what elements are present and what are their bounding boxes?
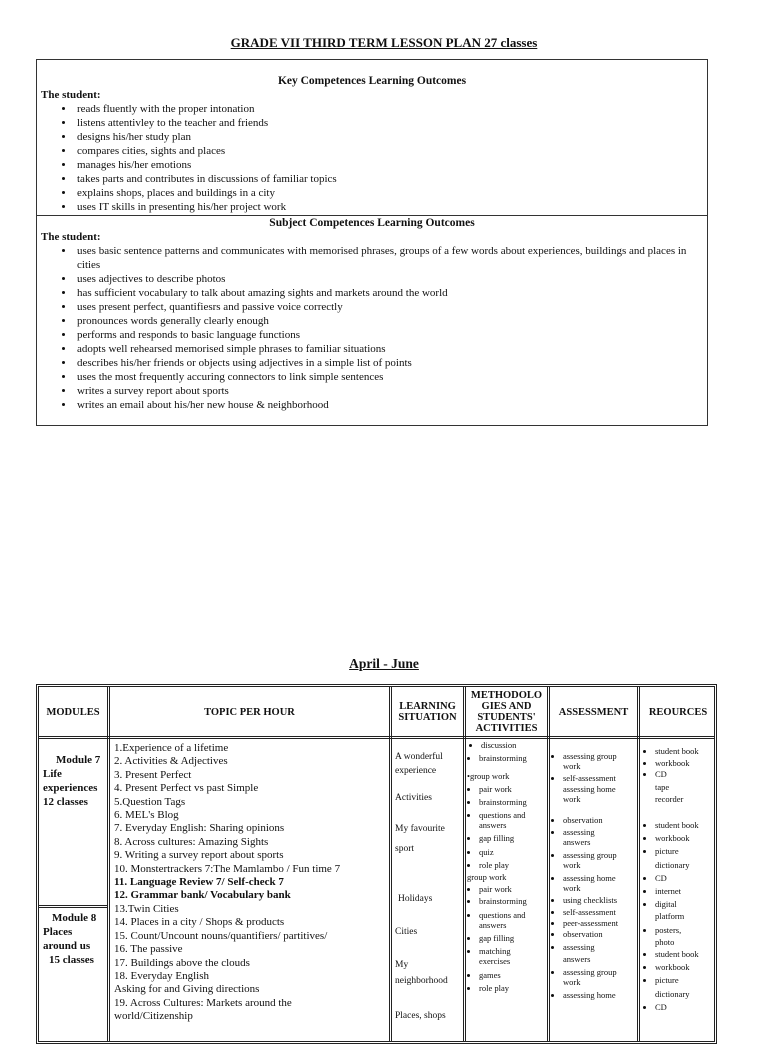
module-7-line: Life: [43, 768, 62, 780]
situation-3: [395, 824, 463, 855]
list-item: • assessing: [563, 942, 637, 952]
list-item: exercises: [479, 956, 511, 967]
list-item: • pronounces words generally clearly enough: [75, 314, 707, 328]
module-8-line: 15 classes: [49, 954, 94, 966]
list-item: dictionary: [655, 859, 690, 870]
key-competences-box: [36, 59, 708, 216]
list-item: work: [563, 859, 581, 870]
list-item: • manages his/her emotions: [75, 158, 707, 172]
list-item: platform: [655, 911, 685, 922]
module-7-line: experiences: [43, 782, 98, 794]
list-item: •group work: [467, 771, 510, 782]
header-resources: REOURCES: [648, 706, 708, 718]
module-7-label: Module 7: [56, 754, 101, 766]
topic-item: 15. Count/Uncount nouns/quantifiers/ partitives/: [114, 929, 328, 942]
situation-line: sport: [395, 844, 414, 854]
list-item: answers: [479, 919, 507, 930]
list-item: • self-assessment: [563, 907, 637, 917]
module-8-label: Module 8: [52, 912, 97, 924]
list-item: • role play: [479, 983, 547, 993]
list-item: • CD: [655, 1002, 717, 1012]
situation-5: Cities: [395, 927, 418, 937]
list-item: • describes his/her friends or objects using adjectives in a simple list of points: [75, 356, 707, 370]
topic-item: 5.Question Tags: [114, 795, 186, 808]
topic-item: 17. Buildings above the clouds: [114, 956, 250, 969]
list-item: • explains shops, places and buildings in a city: [75, 186, 707, 200]
key-competences-heading: Key Competences Learning Outcomes: [277, 75, 467, 87]
list-item: • self-assessment: [563, 773, 637, 783]
module-divider: [39, 905, 107, 908]
list-item: • uses IT skills in presenting his/her project work: [75, 200, 707, 214]
list-item: • brainstorming: [479, 753, 547, 763]
list-item: • assessing home: [563, 990, 637, 1000]
module-8-line: around us: [43, 940, 91, 952]
key-competences-list: [37, 102, 707, 214]
list-item: • quiz: [479, 847, 547, 857]
list-item: • adopts well rehearsed memorised simple phrases to familiar situations: [75, 342, 707, 356]
list-item: • workbook: [655, 962, 717, 972]
subject-competences-heading: Subject Competences Learning Outcomes: [269, 217, 475, 229]
header-topic: TOPIC PER HOUR: [204, 706, 295, 718]
topic-item: 4. Present Perfect vs past Simple: [114, 782, 259, 795]
key-student-label: The student:: [41, 89, 101, 101]
topic-item: 19. Across Cultures: Markets around the: [114, 996, 292, 1009]
list-item: • using checklists: [563, 895, 637, 905]
list-item: • student book: [655, 746, 717, 756]
topic-item: 10. Monstertrackers 7:The Mamlambo / Fun time 7: [114, 862, 341, 875]
list-item: • has sufficient vocabulary to talk about amazing sights and markets around the world: [75, 286, 707, 300]
list-item: photo: [655, 936, 675, 947]
header-assessment: ASSESSMENT: [558, 706, 629, 718]
list-item: answers: [563, 837, 591, 848]
header-learning-situation: LEARNING SITUATION: [398, 701, 457, 723]
list-item: • digital: [655, 899, 717, 909]
topic-item: 16. The passive: [114, 943, 183, 956]
lesson-plan-table: [36, 684, 717, 1044]
methodologies-list: [467, 740, 547, 993]
module-7-line: 12 classes: [43, 796, 88, 808]
list-item: group work: [467, 872, 507, 883]
module-8-line: Places: [43, 926, 73, 938]
list-item: • student book: [655, 820, 717, 830]
topic-item: world/Citizenship: [114, 1010, 193, 1023]
list-item: • reads fluently with the proper intonation: [75, 102, 707, 116]
list-item: work: [563, 976, 581, 987]
list-item: answers: [563, 954, 591, 965]
topic-item: 7. Everyday English: Sharing opinions: [114, 822, 285, 835]
column-divider: [107, 687, 110, 1041]
list-item: • uses basic sentence patterns and communicates with memorised phrases, groups of a few words about experiences, buildings and places in cities: [75, 244, 707, 272]
topic-item: 18. Everyday English: [114, 969, 210, 982]
list-item: work: [563, 883, 581, 894]
situation-line: My favourite: [395, 824, 445, 834]
list-item: • internet: [655, 886, 717, 896]
list-item: • observation: [563, 929, 637, 939]
methodologies-cell: [467, 740, 547, 993]
list-item: • pair work: [479, 884, 547, 894]
situation-line: neighborhood: [395, 976, 448, 986]
resources-cell: [643, 743, 717, 1012]
list-item: recorder: [655, 793, 684, 804]
document-title: GRADE VII THIRD TERM LESSON PLAN 27 classes: [230, 35, 538, 50]
list-item: • observation: [563, 815, 637, 825]
subject-student-label: The student:: [41, 231, 101, 243]
list-item: • questions and: [479, 810, 547, 820]
subject-competences-box: [36, 215, 708, 426]
list-item: work: [563, 793, 581, 804]
list-item: • CD: [655, 873, 717, 883]
list-item: • games: [479, 970, 547, 980]
assessment-list: [551, 751, 637, 1000]
situation-6: [395, 960, 463, 987]
list-item: • compares cities, sights and places: [75, 144, 707, 158]
situation-line: My: [395, 960, 409, 970]
situation-line: A wonderful: [395, 752, 443, 762]
list-item: • uses adjectives to describe photos: [75, 272, 707, 286]
situation-7: Places, shops: [395, 1011, 446, 1021]
subject-competences-list: [37, 244, 707, 412]
list-item: • designs his/her study plan: [75, 130, 707, 144]
situation-4: Holidays: [398, 894, 433, 904]
list-item: • matching: [479, 946, 547, 956]
list-item: • assessing: [563, 827, 637, 837]
situation-1: [395, 752, 463, 777]
topic-item: 13.Twin Cities: [114, 902, 179, 915]
list-item: • takes parts and contributes in discussions of familiar topics: [75, 172, 707, 186]
list-item: • brainstorming: [479, 797, 547, 807]
list-item: • peer-assessment: [563, 918, 637, 928]
list-item: tape: [655, 781, 670, 792]
column-divider: [547, 687, 550, 1041]
column-divider: [389, 687, 392, 1041]
situation-2: Activities: [395, 793, 432, 803]
list-item: • performs and responds to basic language functions: [75, 328, 707, 342]
list-item: • listens attentivley to the teacher and friends: [75, 116, 707, 130]
header-methodologies: METHODOLO GIES AND STUDENTS' ACTIVITIES: [470, 690, 543, 734]
topic-item: 2. Activities & Adjectives: [114, 755, 228, 768]
list-item: • assessing group: [563, 967, 637, 977]
header-modules: MODULES: [46, 706, 100, 718]
period-heading: April - June: [349, 656, 419, 671]
list-item: • writes a survey report about sports: [75, 384, 707, 398]
topic-item: 14. Places in a city / Shops & products: [114, 916, 285, 929]
list-item: answers: [479, 820, 507, 831]
list-item: • uses the most frequently accuring connectors to link simple sentences: [75, 370, 707, 384]
list-item: work: [563, 761, 581, 772]
topic-item: 3. Present Perfect: [114, 768, 192, 781]
situation-line: experience: [395, 766, 437, 776]
list-item: • uses present perfect, quantifiesrs and passive voice correctly: [75, 300, 707, 314]
list-item: • writes an email about his/her new house & neighborhood: [75, 398, 707, 412]
list-item: • gap filling: [479, 933, 547, 943]
list-item: • picture: [655, 846, 717, 856]
list-item: • assessing group: [563, 850, 637, 860]
topic-item: 1.Experience of a lifetime: [114, 742, 229, 754]
list-item: • posters,: [655, 925, 717, 935]
topic-item: 8. Across cultures: Amazing Sights: [114, 835, 269, 848]
list-item: assessing home: [563, 783, 616, 794]
column-divider: [637, 687, 640, 1041]
list-item: • assessing home: [563, 873, 637, 883]
list-item: • student book: [655, 949, 717, 959]
topic-item: 12. Grammar bank/ Vocabulary bank: [114, 889, 291, 902]
module-8-cell: [43, 911, 107, 967]
list-item: • role play: [479, 860, 547, 870]
list-item: • workbook: [655, 833, 717, 843]
list-item: • workbook: [655, 758, 717, 768]
topic-item: 9. Writing a survey report about sports: [114, 849, 284, 862]
list-item: dictionary: [655, 988, 690, 999]
list-item: • questions and: [479, 910, 547, 920]
topic-item: Asking for and Giving directions: [114, 983, 260, 996]
topic-item: 6. MEL's Blog: [114, 809, 179, 822]
topics-cell: [114, 742, 386, 1024]
list-item: • assessing group: [563, 751, 637, 761]
topic-item: 11. Language Review 7/ Self-check 7: [114, 876, 284, 889]
list-item: • discussion: [481, 740, 547, 750]
list-item: • CD: [655, 769, 717, 779]
list-item: • brainstorming: [479, 896, 547, 906]
list-item: • gap filling: [479, 833, 547, 843]
module-7-cell: [43, 753, 107, 809]
list-item: • pair work: [479, 784, 547, 794]
assessment-cell: [551, 751, 637, 1000]
resources-list: [643, 746, 717, 1012]
list-item: • picture: [655, 975, 717, 985]
